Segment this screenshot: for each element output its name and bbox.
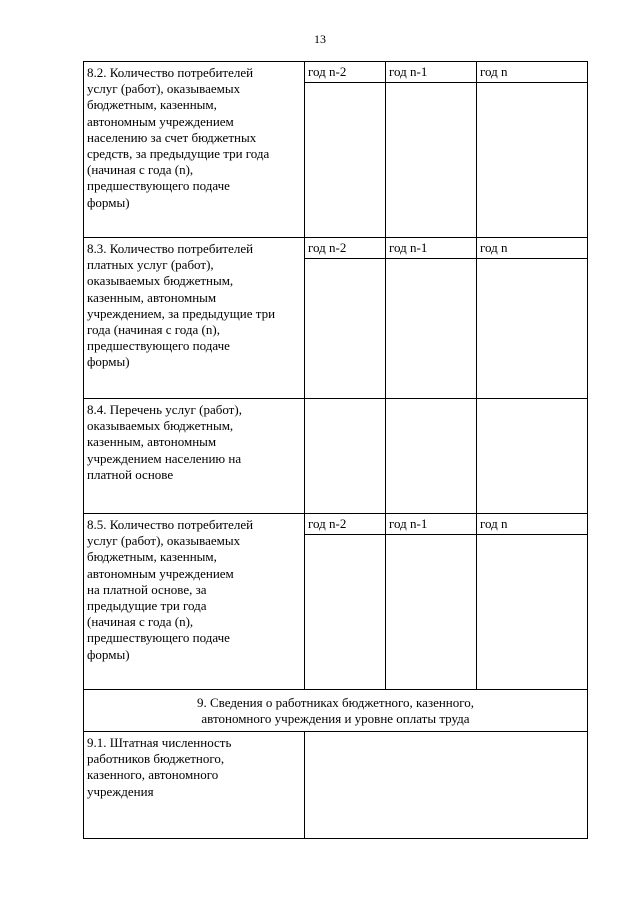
year-n-2-header: год n-2 [305, 238, 386, 259]
value-cell-8-5-n[interactable] [477, 535, 588, 690]
year-n-1-header: год n-1 [386, 514, 477, 535]
value-cell-8-2-n-2[interactable] [305, 83, 386, 238]
row-8-2-header [84, 62, 588, 83]
row-8-4-label: 8.4. Перечень услуг (работ), оказываемых бюджетным, казенным, автономным учреждением населению на платной основе [84, 399, 305, 514]
value-cell-8-4-col-1[interactable] [305, 399, 386, 514]
value-cell-8-3-n[interactable] [477, 259, 588, 399]
row-9-1 [84, 732, 588, 839]
section-9-title: 9. Сведения о работниках бюджетного, казенного, автономного учреждения и уровне оплаты труда [84, 690, 588, 732]
section-9-row [84, 690, 588, 732]
year-n-header: год n [477, 62, 588, 83]
row-8-4 [84, 399, 588, 514]
value-cell-8-2-n-1[interactable] [386, 83, 477, 238]
value-cell-8-4-col-3[interactable] [477, 399, 588, 514]
value-cell-8-4-col-2[interactable] [386, 399, 477, 514]
value-cell-8-5-n-1[interactable] [386, 535, 477, 690]
row-8-5-label: 8.5. Количество потребителей услуг (работ), оказываемых бюджетным, казенным, автономным учреждением на платной основе, за предыдущие три года (начиная с года (n), предшествующего подаче формы) [84, 514, 305, 690]
value-cell-8-5-n-2[interactable] [305, 535, 386, 690]
row-8-3-label: 8.3. Количество потребителей платных услуг (работ), оказываемых бюджетным, казенным, автономным учреждением, за предыдущие три года (начиная с года (n), предшествующего подаче формы) [84, 238, 305, 399]
year-n-2-header: год n-2 [305, 62, 386, 83]
value-cell-9-1[interactable] [305, 732, 588, 839]
value-cell-8-2-n[interactable] [477, 83, 588, 238]
row-8-3-header [84, 238, 588, 259]
year-n-header: год n [477, 514, 588, 535]
report-form-table [83, 61, 588, 839]
year-n-1-header: год n-1 [386, 238, 477, 259]
value-cell-8-3-n-2[interactable] [305, 259, 386, 399]
row-8-2-label: 8.2. Количество потребителей услуг (работ), оказываемых бюджетным, казенным, автономным учреждением населению за счет бюджетных средств, за предыдущие три года (начиная с года (n), предшествующего подаче формы) [84, 62, 305, 238]
year-n-1-header: год n-1 [386, 62, 477, 83]
value-cell-8-3-n-1[interactable] [386, 259, 477, 399]
row-8-5-header [84, 514, 588, 535]
row-9-1-label: 9.1. Штатная численность работников бюджетного, казенного, автономного учреждения [84, 732, 305, 839]
page-number: 13 [314, 32, 326, 46]
year-n-2-header: год n-2 [305, 514, 386, 535]
year-n-header: год n [477, 238, 588, 259]
